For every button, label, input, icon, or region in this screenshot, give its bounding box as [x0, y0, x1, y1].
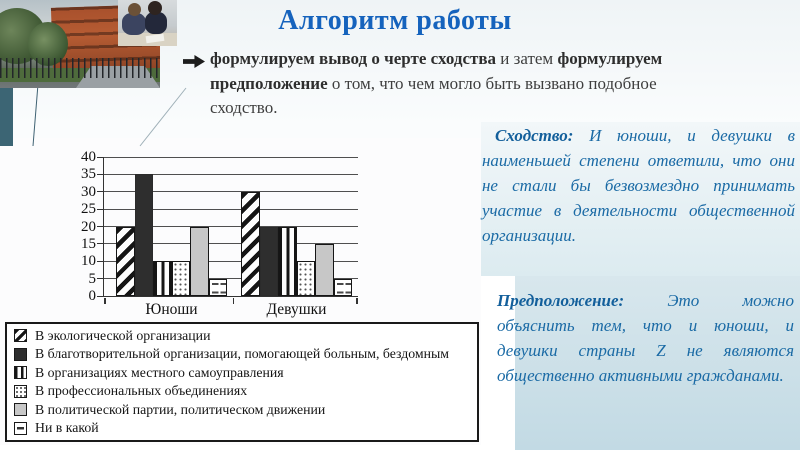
similarity-label: Сходство: — [495, 126, 574, 145]
solid-dark-swatch-icon — [14, 348, 27, 361]
legend-item — [14, 327, 477, 345]
legend-item — [14, 364, 477, 382]
bar-Юноши-2 — [135, 174, 154, 296]
bar-Девушки-4 — [297, 261, 316, 296]
arrow-bullet-icon — [183, 55, 205, 68]
dashed-swatch-icon — [14, 422, 27, 435]
y-axis-label: 25 — [81, 201, 96, 218]
y-axis-label: 35 — [81, 166, 96, 183]
y-axis-tick — [97, 296, 104, 297]
x-axis-tick — [104, 298, 106, 304]
legend-label: Ни в какой — [35, 420, 99, 436]
y-axis-label: 10 — [81, 253, 96, 270]
gridline-40 — [104, 157, 358, 158]
dotted-swatch-icon — [14, 385, 27, 398]
assumption-body: Это можно объяснить тем, что и юноши, и девушки страны Z не являются общественно активными гражданами. — [497, 291, 794, 385]
legend-label: В профессиональных объединениях — [35, 383, 248, 399]
similarity-text — [482, 123, 795, 248]
legend-label: В экологической организации — [35, 327, 211, 343]
fence-shape — [0, 58, 160, 78]
x-category-label: Девушки — [266, 301, 327, 318]
y-axis-label: 40 — [81, 149, 96, 165]
bar-Девушки-5 — [315, 244, 334, 296]
student-head-shape — [128, 3, 141, 16]
x-axis-tick — [356, 298, 358, 304]
vertical-stripes-swatch-icon — [14, 366, 27, 379]
y-axis-tick — [97, 226, 104, 227]
student-head-shape — [148, 1, 162, 15]
bar-Юноши-3 — [153, 261, 172, 296]
y-axis-tick — [97, 261, 104, 262]
bar-Юноши-1 — [116, 227, 135, 297]
page-title: Алгоритм работы — [278, 5, 512, 36]
bar-Юноши-6 — [209, 279, 228, 296]
y-axis-tick — [97, 278, 104, 279]
y-axis-tick — [97, 191, 104, 192]
legend-item — [14, 419, 477, 437]
legend-item — [14, 401, 477, 419]
bullet-rest: о том, что чем могло быть вызвано подобное сходство. — [210, 73, 657, 118]
bar-Девушки-3 — [278, 227, 297, 297]
chart-legend — [5, 322, 479, 442]
bullet-mid: и затем — [496, 49, 558, 68]
bullet-block — [183, 47, 683, 121]
bar-Девушки-1 — [241, 192, 260, 296]
bar-Девушки-6 — [334, 279, 353, 296]
bar-Девушки-2 — [260, 227, 279, 297]
legend-label: В организациях местного самоуправления — [35, 364, 284, 380]
students-photo — [118, 0, 177, 46]
solid-gray-swatch-icon — [14, 403, 27, 416]
plot-area — [81, 149, 358, 318]
x-axis-tick — [233, 298, 235, 304]
similarity-body: И юноши, и девушки в наименьшей степени ответили, что они не стали бы безвозмездно принимать участие в деятельности общественной организации. — [482, 126, 795, 245]
diagonal-stripes-swatch-icon — [14, 329, 27, 342]
y-axis-tick — [97, 209, 104, 210]
student-shape — [145, 12, 167, 34]
legend-label: В благотворительной организации, помогающей больным, бездомным — [35, 346, 450, 362]
legend-label: В политической партии, политическом движении — [35, 401, 326, 417]
assumption-label: Предположение: — [497, 291, 625, 310]
assumption-text — [497, 288, 794, 388]
bullet-bold-2: формулируем предположение — [210, 49, 663, 93]
y-axis-label: 30 — [81, 183, 96, 200]
y-axis-label: 5 — [88, 270, 96, 287]
legend-item — [14, 345, 477, 363]
y-axis-tick — [97, 243, 104, 244]
y-axis-label: 20 — [81, 218, 96, 235]
y-axis-tick — [97, 174, 104, 175]
bar-Юноши-5 — [190, 227, 209, 297]
teal-accent-bar — [0, 87, 13, 146]
y-axis-tick — [97, 157, 104, 158]
bullet-bold-1: формулируем вывод о черте сходства — [210, 49, 497, 68]
x-category-label: Юноши — [145, 301, 198, 318]
legend-item — [14, 382, 477, 400]
y-axis-label: 15 — [81, 235, 96, 252]
bullet-text — [210, 47, 684, 121]
student-shape — [122, 13, 146, 35]
y-axis-label: 0 — [88, 288, 96, 304]
bar-Юноши-4 — [172, 261, 191, 296]
